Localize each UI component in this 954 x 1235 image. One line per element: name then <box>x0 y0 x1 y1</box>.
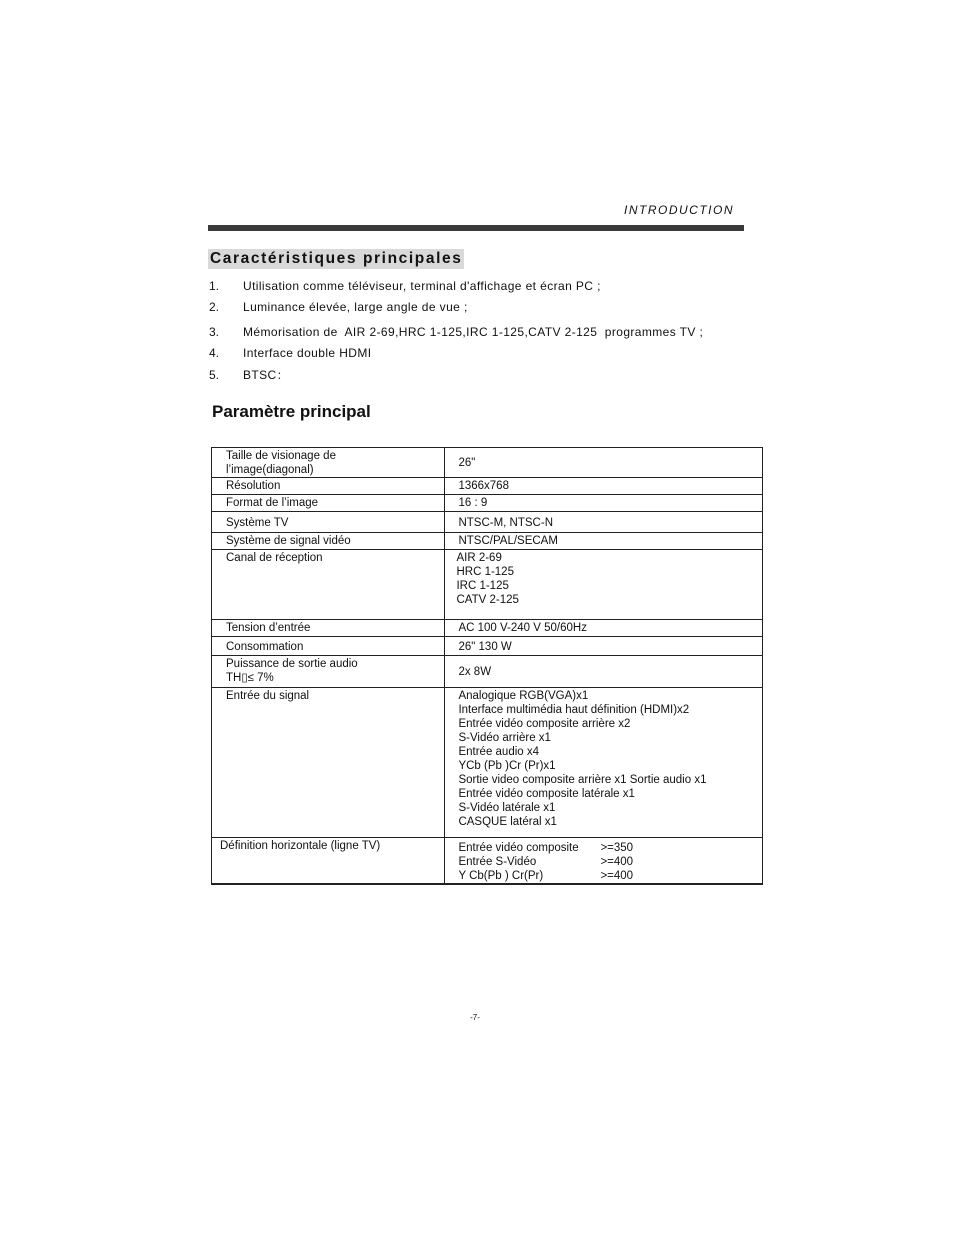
table-row <box>212 533 763 550</box>
features-title: Caractéristiques principales <box>210 250 463 267</box>
spec-value: 26" 130 W <box>445 637 763 656</box>
spec-label: Définition horizontale (ligne TV) <box>212 838 445 885</box>
spec-value: NTSC-M, NTSC-N <box>445 512 763 533</box>
feature-text: Interface double HDMI <box>243 346 372 360</box>
feature-text: Luminance élevée, large angle de vue ; <box>243 300 468 314</box>
feature-number: 1. <box>209 279 220 293</box>
table-row <box>212 620 763 637</box>
section-header-label: INTRODUCTION <box>624 203 734 217</box>
table-row <box>212 838 763 885</box>
spec-label: Résolution <box>212 478 445 495</box>
table-row <box>212 550 763 620</box>
table-row <box>212 448 763 478</box>
spec-label: Consommation <box>212 637 445 656</box>
spec-label: Format de l’image <box>212 495 445 512</box>
spec-label: Taille de visionage de l’image(diagonal) <box>212 448 445 478</box>
params-title: Paramètre principal <box>212 402 371 421</box>
table-row <box>212 637 763 656</box>
feature-number: 5. <box>209 368 220 382</box>
spec-value: AIR 2-69 HRC 1-125 IRC 1-125 CATV 2-125 <box>445 550 763 620</box>
spec-label: Tension d’entrée <box>212 620 445 637</box>
feature-number: 3. <box>209 325 220 339</box>
spec-label: Entrée du signal <box>212 688 445 838</box>
table-row <box>212 688 763 838</box>
spec-value: 2x 8W <box>445 656 763 688</box>
spec-value: AC 100 V-240 V 50/60Hz <box>445 620 763 637</box>
feature-text: Utilisation comme téléviseur, terminal d'affichage et écran PC ; <box>243 279 601 293</box>
feature-number: 4. <box>209 346 220 360</box>
spec-value: 26" <box>445 448 763 478</box>
table-row <box>212 495 763 512</box>
spec-table <box>211 447 763 885</box>
spec-label: Puissance de sortie audio TH▯≤ 7% <box>212 656 445 688</box>
spec-value: 16 : 9 <box>445 495 763 512</box>
spec-value: Analogique RGB(VGA)x1 Interface multimédia haut définition (HDMI)x2 Entrée vidéo composite arrière x2 S-Vidéo arrière x1 Entrée audio x4 YCb (Pb )Cr (Pr)x1 Sortie video composite arrière x1 Sortie audio x1 Entrée vidéo composite latérale x1 S-Vidéo latérale x1 CASQUE latéral x1 <box>445 688 763 838</box>
spec-value: 1366x768 <box>445 478 763 495</box>
spec-value: NTSC/PAL/SECAM <box>445 533 763 550</box>
feature-text: BTSC： <box>243 368 290 382</box>
spec-label: Canal de réception <box>212 550 445 620</box>
table-row <box>212 512 763 533</box>
table-row <box>212 656 763 688</box>
header-divider <box>208 225 744 231</box>
feature-text: Mémorisation de AIR 2-69,HRC 1-125,IRC 1-125,CATV 2-125 programmes TV ; <box>243 325 704 339</box>
spec-label: Système TV <box>212 512 445 533</box>
table-row <box>212 478 763 495</box>
feature-number: 2. <box>209 300 220 314</box>
spec-label: Système de signal vidéo <box>212 533 445 550</box>
spec-value: Entrée vidéo composite >=350 Entrée S-Vidéo >=400 Y Cb(Pb ) Cr(Pr) >=400 <box>445 838 763 885</box>
page-number: -7- <box>470 1013 480 1022</box>
